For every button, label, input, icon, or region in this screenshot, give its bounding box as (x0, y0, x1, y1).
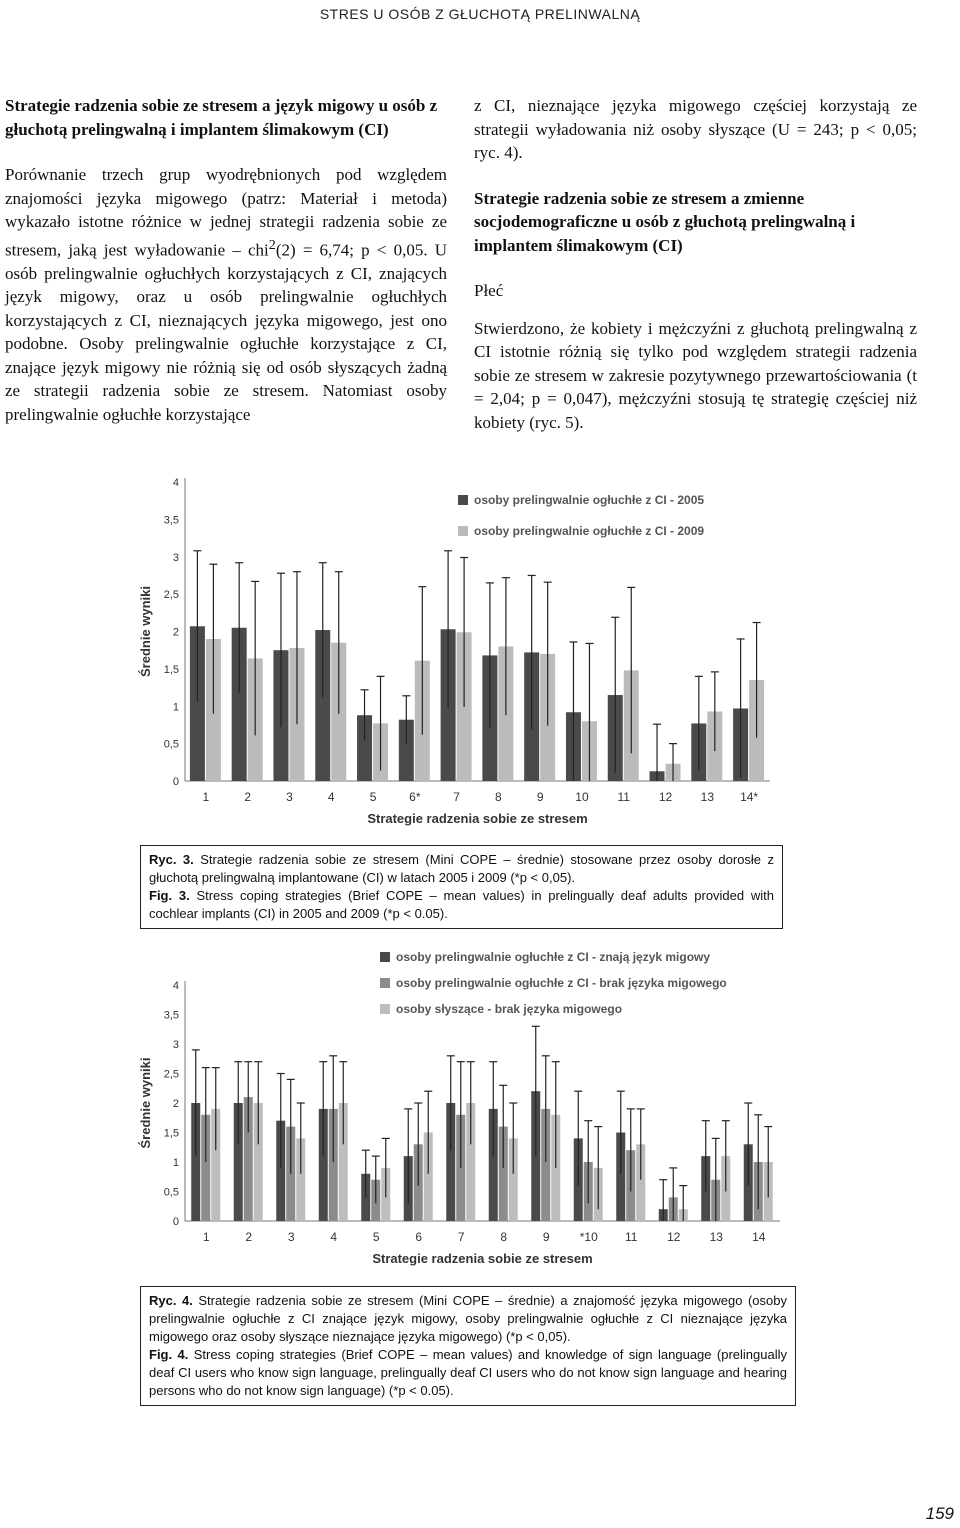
figure-4-caption (140, 1286, 796, 1406)
y-tick-label: 1 (172, 1157, 179, 1169)
x-tick-label: 12 (667, 1230, 681, 1244)
caption-text: Strategie radzenia sobie ze stresem (Mini COPE – średnie) a znajomość języka migowego (osoby prelingwalnie ogłuchłe z CI znające język migowy, osoby prelingwalnie ogłuchłe z CI nieznające języka migowego oraz osoby słyszące nieznające języka migowego) (*p < 0,05). (149, 1293, 787, 1344)
section-heading-sign-language: Strategie radzenia sobie ze stresem a język migowy u osób z głuchotą prelingwalną i implantem ślimakowym (CI) (5, 96, 438, 139)
x-tick-label: 7 (457, 1230, 465, 1244)
paragraph-part: Porównanie trzech grup wyodrębnionych pod względem znajomości języka migowego (patrz: Materiał i metoda) wykazało istotne różnice w jednej strategii radzenia sobie ze stresem, jaką jest wyładowanie – chi (5, 165, 447, 260)
x-tick-label: 5 (372, 1230, 380, 1244)
y-axis-title: Średnie wyniki (138, 585, 153, 678)
paragraph-continuation: z CI, nieznające języka migowego częściej korzystają ze strategii wyładowania niż osoby słyszące (U = 243; p < 0,05; ryc. 4). (474, 96, 917, 162)
legend-label: osoby prelingwalnie ogłuchłe z CI - brak języka migowego (396, 976, 727, 990)
legend-swatch (458, 495, 468, 505)
x-tick-label: 6 (415, 1230, 423, 1244)
legend-label: osoby słyszące - brak języka migowego (396, 1002, 623, 1016)
paragraph-sex: Stwierdzono, że kobiety i mężczyźni z głuchotą prelingwalną z CI istotnie różnią się tylko pod względem strategii radzenia sobie ze stresem w zakresie pozytywnego przewartościowania (t = 2,04; p = 0,047), mężczyźni stosują tę strategię częściej niż kobiety (ryc. 5). (474, 318, 917, 432)
y-tick-label: 2,5 (163, 589, 179, 602)
y-tick-label: 1 (172, 701, 179, 714)
legend-label: osoby prelingwalnie ogłuchłe z CI - znają język migowy (396, 950, 711, 964)
y-tick-label: 3,5 (163, 1009, 179, 1022)
y-tick-label: 3 (172, 1039, 179, 1051)
x-tick-label: 7 (453, 790, 460, 804)
section-heading-sociodemographic: Strategie radzenia sobie ze stresem a zmienne socjodemograficzne u osób z głuchotą prelingwalną i implantem ślimakowym (CI) (474, 188, 856, 255)
caption-text: Strategie radzenia sobie ze stresem (Mini COPE – średnie) stosowane przez osoby dorosłe z głuchotą prelingwalną implantowane (CI) w latach 2005 i 2009 (*p < 0,05). (149, 852, 774, 885)
subheading-sex: Płeć (474, 281, 504, 300)
legend-swatch (380, 1004, 390, 1014)
paragraph-comparison (5, 163, 447, 426)
y-tick-label: 0,5 (163, 1186, 179, 1199)
x-tick-label: 8 (500, 1230, 508, 1244)
paragraph-part: (2) = 6,74; p < 0,05. U osób prelingwalnie ogłuchłych korzystających z CI, znających język migowy, oraz u osób prelingwalnie ogłuchłych korzystających z CI, nieznających języka migowego, jest ono podobne. Osoby prelingwalnie ogłuchłe korzystające z CI, znające język migowy nie różnią się od osób słyszących żadną ze strategii radzenia sobie ze stresem. Natomiast osoby prelingwalnie ogłuchłe korzystające (5, 240, 447, 424)
superscript: 2 (268, 236, 276, 253)
y-tick-label: 4 (172, 477, 179, 489)
x-tick-label: 9 (542, 1230, 550, 1244)
x-tick-label: 12 (658, 790, 673, 804)
x-tick-label: *10 (579, 1230, 598, 1244)
figure-3-caption (140, 845, 783, 929)
right-column (474, 94, 917, 444)
y-tick-label: 3,5 (163, 514, 179, 527)
legend-swatch (380, 952, 390, 962)
x-tick-label: 14 (752, 1230, 766, 1244)
x-tick-label: 10 (575, 790, 589, 804)
running-header: STRES U OSÓB Z GŁUCHOTĄ PRELINWALNĄ (319, 6, 641, 22)
left-column (5, 94, 447, 436)
x-tick-label: 8 (495, 790, 502, 804)
y-tick-label: 2,5 (163, 1068, 179, 1081)
x-tick-label: 3 (287, 1230, 295, 1244)
x-tick-label: 2 (245, 1230, 253, 1244)
caption-label: Ryc. 3. (149, 852, 194, 867)
caption-text: Stress coping strategies (Brief COPE – mean values) and knowledge of sign language (prelingually deaf CI users who know sign language, prelingually deaf CI users who do not know sign language and hearing persons who do not know sign language) (*p < 0.05). (149, 1347, 787, 1398)
y-tick-label: 0 (172, 1216, 179, 1228)
x-tick-label: 9 (536, 790, 544, 804)
x-tick-label: 6* (409, 790, 421, 804)
x-tick-label: 2 (244, 790, 252, 804)
y-tick-label: 2 (172, 1098, 179, 1110)
x-tick-label: 14* (740, 790, 759, 804)
figure-3-chart (140, 470, 790, 835)
x-tick-label: 11 (625, 1230, 638, 1244)
x-tick-label: 1 (202, 790, 210, 804)
x-tick-label: 3 (286, 790, 293, 804)
x-axis-title: Strategie radzenia sobie ze stresem (372, 1251, 593, 1266)
legend-label: osoby prelingwalnie ogłuchłe z CI - 2005 (474, 493, 705, 507)
y-tick-label: 1,5 (163, 663, 179, 676)
y-tick-label: 4 (172, 980, 179, 992)
caption-text: Stress coping strategies (Brief COPE – mean values) in prelingually deaf adults provided with cochlear implants (CI) in 2005 and 2009 (*p < 0.05). (149, 888, 774, 921)
x-tick-label: 11 (617, 790, 630, 804)
y-axis-title: Średnie wyniki (138, 1057, 153, 1149)
legend-swatch (380, 978, 390, 988)
x-axis-title: Strategie radzenia sobie ze stresem (367, 811, 588, 826)
y-tick-label: 2 (172, 626, 179, 639)
legend-swatch (458, 526, 468, 536)
legend-label: osoby prelingwalnie ogłuchłe z CI - 2009 (474, 524, 705, 538)
x-tick-label: 13 (709, 1230, 723, 1244)
caption-label: Fig. 3. (149, 888, 190, 903)
y-tick-label: 1,5 (163, 1127, 179, 1140)
y-tick-label: 3 (172, 551, 179, 564)
x-tick-label: 4 (327, 790, 335, 804)
x-tick-label: 5 (369, 790, 377, 804)
figure-4-chart (140, 940, 790, 1275)
x-tick-label: 4 (330, 1230, 338, 1244)
x-tick-label: 1 (202, 1230, 210, 1244)
y-tick-label: 0,5 (163, 738, 179, 751)
x-tick-label: 13 (700, 790, 715, 804)
caption-label: Fig. 4. (149, 1347, 189, 1362)
y-tick-label: 0 (172, 776, 179, 788)
page-number: 159 (925, 1504, 954, 1523)
caption-label: Ryc. 4. (149, 1293, 193, 1308)
